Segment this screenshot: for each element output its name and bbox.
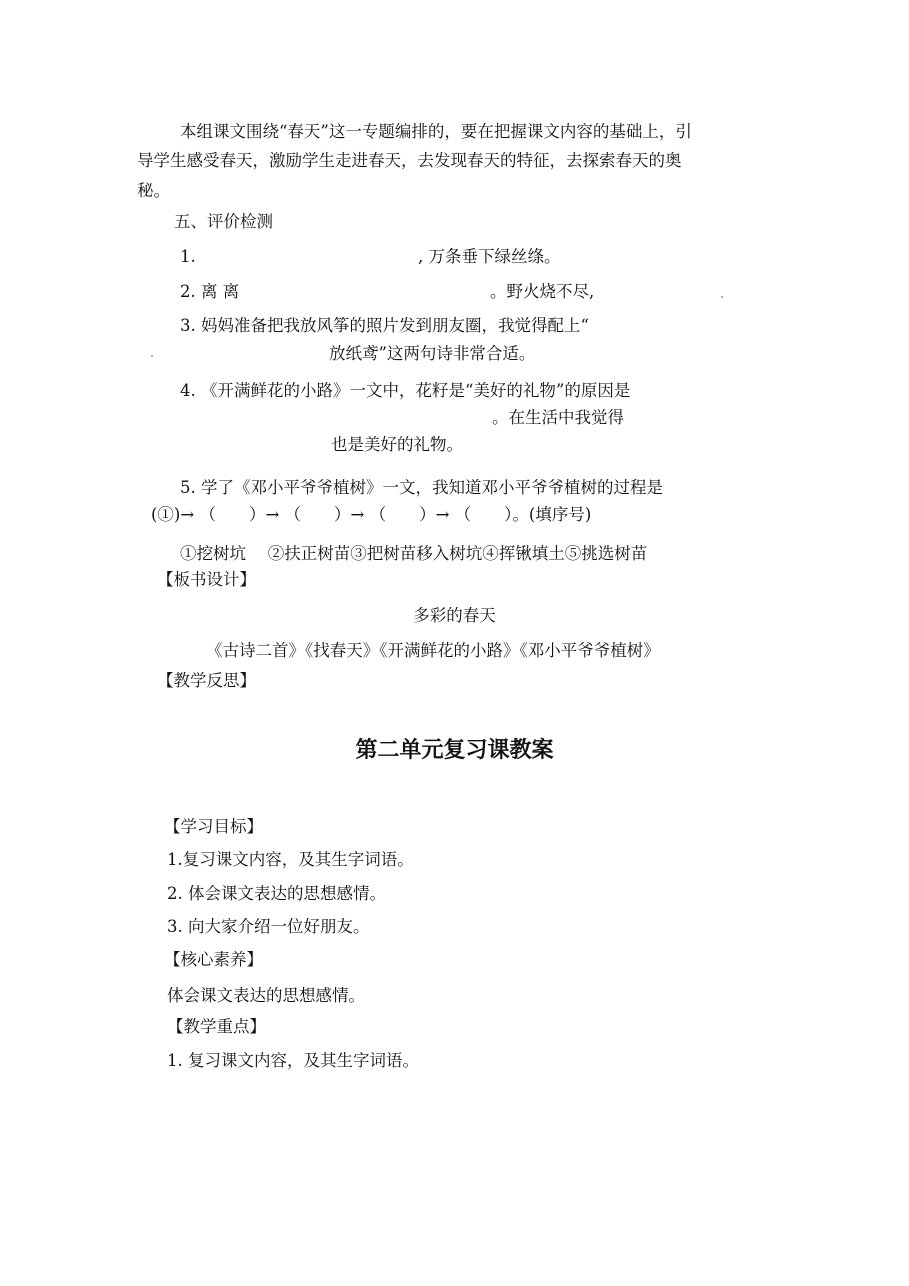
q4-line-3: 也是美好的礼物。 xyxy=(331,435,463,454)
key-point-1: 1. 复习课文内容，及其生字词语。 xyxy=(167,1051,419,1070)
board-subtitle: 多彩的春天 xyxy=(413,606,496,625)
q2-text: 。野火烧不尽, xyxy=(490,282,595,301)
q5-options: ①挖树坑 ②扶正树苗③把树苗移入树坑④挥锹填土⑤挑选树苗 xyxy=(180,544,648,563)
key-heading: 【教学重点】 xyxy=(167,1017,266,1036)
goal-2: 2. 体会课文表达的思想感情。 xyxy=(167,884,386,903)
q4-line-1: 4. 《开满鲜花的小路》一文中，花籽是“美好的礼物”的原因是 xyxy=(180,381,631,400)
core-text: 体会课文表达的思想感情。 xyxy=(167,986,365,1005)
q2-number: 2. 离 离 xyxy=(180,282,240,301)
core-heading: 【核心素养】 xyxy=(164,950,263,969)
intro-line-3: 秘。 xyxy=(137,181,170,200)
intro-line-2: 导学生感受春天，激励学生走进春天，去发现春天的特征，去探索春天的奥 xyxy=(137,151,682,170)
section-5-heading: 五、评价检测 xyxy=(174,212,273,231)
q4-line-2: 。在生活中我觉得 xyxy=(492,408,624,427)
q5-line-2: (①)→ （ ）→ （ ）→ （ ）→ （ ）。(填序号) xyxy=(151,505,592,524)
goal-3: 3. 向大家介绍一位好朋友。 xyxy=(167,917,370,936)
stray-dot xyxy=(151,355,153,357)
unit2-title: 第二单元复习课教案 xyxy=(355,738,554,763)
reflection-heading: 【教学反思】 xyxy=(157,671,256,690)
goals-heading: 【学习目标】 xyxy=(164,817,263,836)
goal-1: 1.复习课文内容，及其生字词语。 xyxy=(167,850,414,869)
board-heading: 【板书设计】 xyxy=(157,570,256,589)
q3-line-1: 3. 妈妈准备把我放风筝的照片发到朋友圈，我觉得配上“ xyxy=(180,316,589,335)
board-lessons: 《古诗二首》《找春天》《开满鲜花的小路》《邓小平爷爷植树》 xyxy=(206,641,660,660)
q1-number: 1. xyxy=(180,247,196,266)
q1-text: , 万条垂下绿丝绦。 xyxy=(418,247,561,266)
intro-line-1: 本组课文围绕“春天”这一专题编排的，要在把握课文内容的基础上，引 xyxy=(180,122,692,141)
q5-line-1: 5. 学了《邓小平爷爷植树》一文，我知道邓小平爷爷植树的过程是 xyxy=(180,478,663,497)
q3-line-2: 放纸鸢”这两句诗非常合适。 xyxy=(329,344,536,363)
stray-dot xyxy=(721,296,723,298)
